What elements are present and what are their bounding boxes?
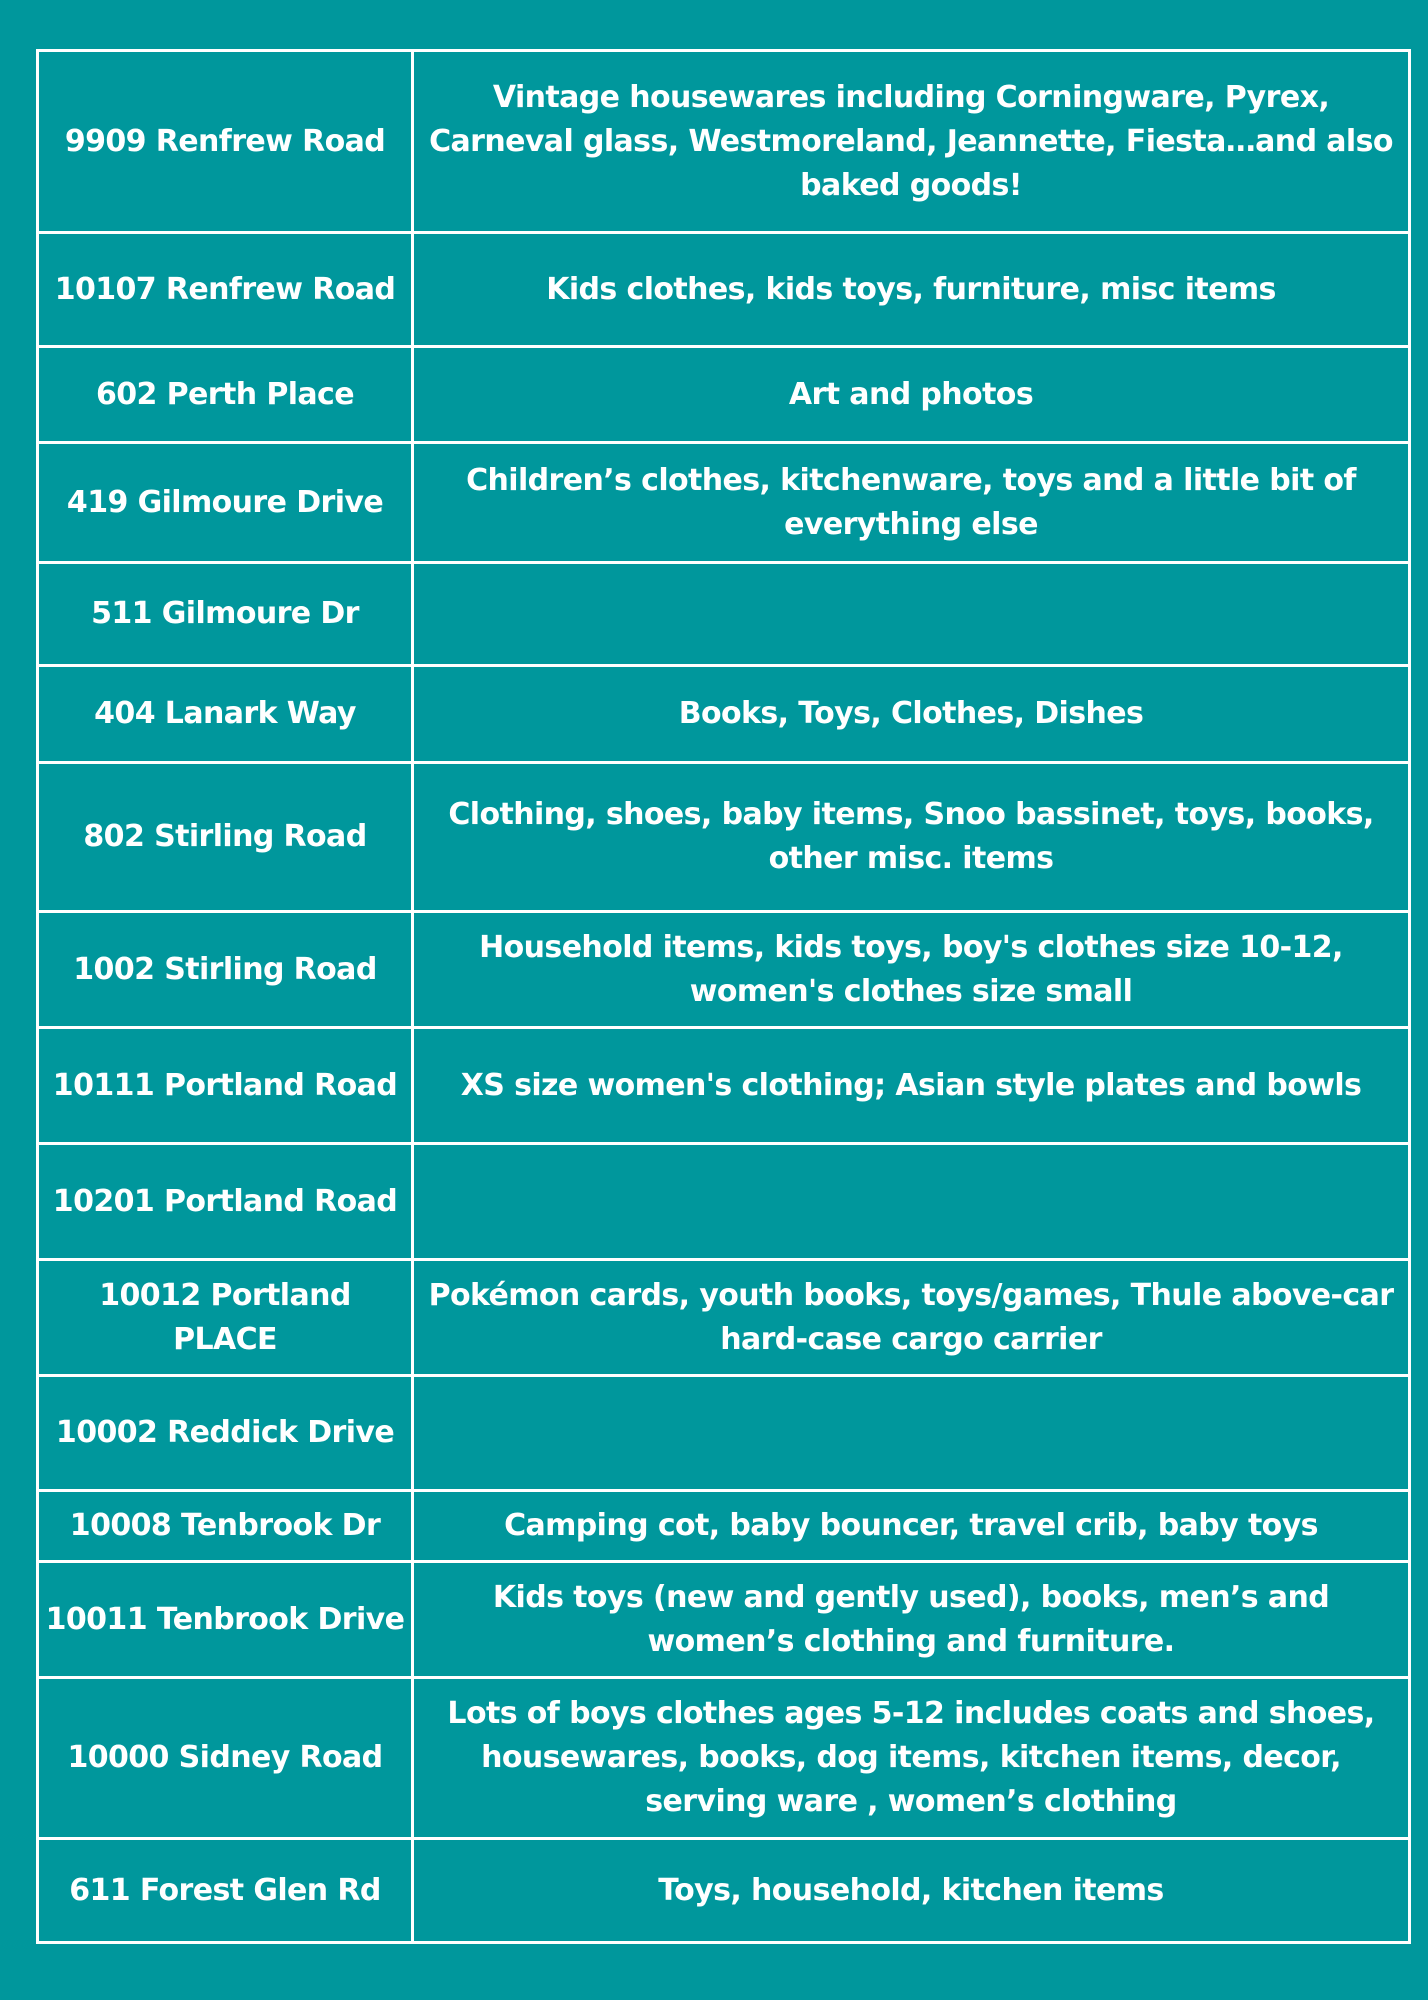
address-cell: 419 Gilmoure Drive (38, 443, 413, 563)
sale-table (36, 49, 1411, 1944)
address-cell: 802 Stirling Road (38, 763, 413, 912)
items-cell: Household items, kids toys, boy's clothes size 10-12, women's clothes size small (413, 912, 1410, 1028)
table-row (38, 233, 1410, 347)
table-row (38, 1562, 1410, 1678)
items-cell: Lots of boys clothes ages 5-12 includes coats and shoes, housewares, books, dog items, kitchen items, decor, serving ware , women’s clothing (413, 1678, 1410, 1839)
items-cell: Books, Toys, Clothes, Dishes (413, 666, 1410, 763)
items-cell: XS size women's clothing; Asian style plates and bowls (413, 1028, 1410, 1144)
items-cell (413, 1144, 1410, 1260)
table-row (38, 443, 1410, 563)
address-cell: 10201 Portland Road (38, 1144, 413, 1260)
address-cell: 10011 Tenbrook Drive (38, 1562, 413, 1678)
table-row (38, 1260, 1410, 1376)
items-cell: Pokémon cards, youth books, toys/games, Thule above-car hard-case cargo carrier (413, 1260, 1410, 1376)
address-cell: 10000 Sidney Road (38, 1678, 413, 1839)
address-cell: 404 Lanark Way (38, 666, 413, 763)
items-cell: Toys, household, kitchen items (413, 1839, 1410, 1943)
items-cell: Camping cot, baby bouncer, travel crib, baby toys (413, 1491, 1410, 1562)
table-row (38, 763, 1410, 912)
table-row (38, 1028, 1410, 1144)
items-cell: Clothing, shoes, baby items, Snoo bassinet, toys, books, other misc. items (413, 763, 1410, 912)
table-row (38, 347, 1410, 443)
address-cell: 10008 Tenbrook Dr (38, 1491, 413, 1562)
items-cell: Children’s clothes, kitchenware, toys and a little bit of everything else (413, 443, 1410, 563)
table-row (38, 666, 1410, 763)
items-cell (413, 563, 1410, 666)
address-cell: 10111 Portland Road (38, 1028, 413, 1144)
address-cell: 10002 Reddick Drive (38, 1376, 413, 1491)
address-cell: 1002 Stirling Road (38, 912, 413, 1028)
address-cell: 9909 Renfrew Road (38, 51, 413, 233)
table-row (38, 1491, 1410, 1562)
items-cell: Vintage housewares including Corningware, Pyrex, Carneval glass, Westmoreland, Jeannette, Fiesta…and also baked goods! (413, 51, 1410, 233)
address-cell: 10012 Portland PLACE (38, 1260, 413, 1376)
items-cell: Kids toys (new and gently used), books, men’s and women’s clothing and furniture. (413, 1562, 1410, 1678)
address-cell: 611 Forest Glen Rd (38, 1839, 413, 1943)
table-row (38, 1678, 1410, 1839)
address-cell: 10107 Renfrew Road (38, 233, 413, 347)
items-cell (413, 1376, 1410, 1491)
table-row (38, 912, 1410, 1028)
table-row (38, 563, 1410, 666)
address-cell: 511 Gilmoure Dr (38, 563, 413, 666)
items-cell: Kids clothes, kids toys, furniture, misc items (413, 233, 1410, 347)
table-row (38, 1376, 1410, 1491)
address-cell: 602 Perth Place (38, 347, 413, 443)
items-cell: Art and photos (413, 347, 1410, 443)
table-row (38, 1839, 1410, 1943)
table-row (38, 51, 1410, 233)
table-row (38, 1144, 1410, 1260)
